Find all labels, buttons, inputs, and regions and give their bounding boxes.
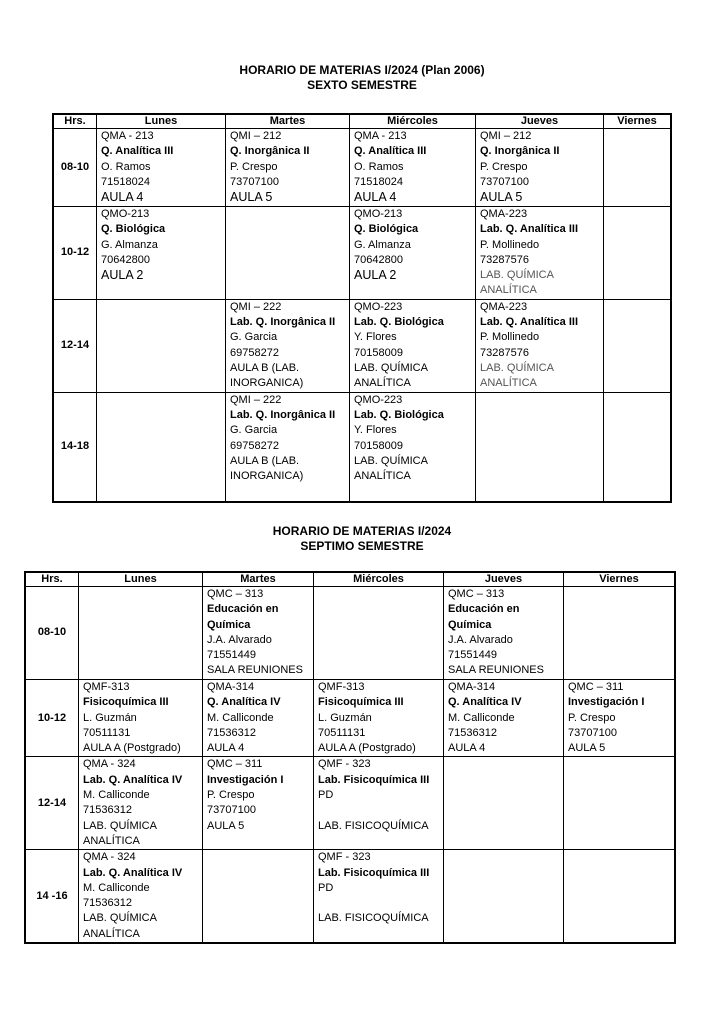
class-cell-martes	[203, 757, 314, 850]
course-detail: 71536312	[448, 726, 497, 739]
course-detail: 69758272	[230, 439, 279, 452]
course-detail: P. Mollinedo	[480, 331, 540, 344]
course-code: QMA-223	[480, 300, 528, 313]
course-detail: 69758272	[230, 346, 279, 359]
course-name: Lab. Q. Inorgânica II	[230, 316, 336, 329]
course-detail: SALA REUNIONES	[207, 664, 303, 677]
course-detail: M. Calliconde	[83, 789, 150, 802]
course-detail: Y. Flores	[354, 424, 397, 437]
course-code: QMC – 313	[448, 588, 505, 600]
course-detail: M. Calliconde	[207, 711, 274, 724]
course-name: Q. Inorgânica II	[230, 145, 310, 158]
hours-cell: 08-10	[54, 129, 97, 207]
course-name: Investigación I	[207, 773, 284, 786]
course-code: QMI – 222	[230, 393, 282, 406]
course-detail: M. Calliconde	[448, 711, 515, 724]
course-detail: 71551449	[207, 649, 256, 662]
class-cell-viernes	[564, 587, 675, 680]
course-code: QMC – 311	[568, 681, 624, 693]
course-detail: P. Mollinedo	[480, 238, 540, 251]
class-cell-jueves	[444, 757, 564, 850]
course-code: QMF-313	[83, 681, 130, 693]
course-detail: ANALÍTICA	[480, 284, 537, 297]
course-detail: M. Calliconde	[83, 881, 150, 894]
class-cell-martes	[226, 129, 350, 207]
course-name: Q. Analítica III	[101, 145, 174, 158]
schedule-row	[26, 850, 675, 943]
class-cell-martes	[226, 299, 350, 392]
course-detail	[318, 803, 443, 818]
course-detail: AULA B (LAB.	[230, 361, 300, 374]
course-code: QMA-314	[207, 681, 255, 693]
class-cell-lunes	[79, 587, 203, 680]
schedule-row	[26, 587, 675, 680]
course-code: QMF - 323	[318, 758, 371, 771]
class-cell-miercoles	[314, 587, 444, 680]
course-detail: 71536312	[83, 897, 132, 910]
course-detail: J.A. Alvarado	[448, 633, 513, 646]
course-detail: 70511131	[83, 726, 131, 739]
septimo-title	[0, 524, 724, 554]
course-detail: 70642800	[101, 253, 150, 266]
schedule-row	[26, 680, 675, 757]
class-cell-miercoles	[350, 207, 476, 300]
course-detail: L. Guzmán	[318, 711, 372, 724]
course-detail: AULA 5	[480, 190, 523, 205]
hours-cell: 08-10	[26, 587, 79, 680]
course-name: Lab. Q. Analítica III	[480, 316, 579, 329]
course-name: Q. Biológica	[101, 223, 166, 236]
course-name: Q. Analítica IV	[448, 696, 522, 709]
class-cell-jueves	[476, 207, 604, 300]
class-cell-lunes	[97, 392, 226, 501]
course-name: Lab. Fisicoquímica III	[318, 773, 430, 786]
course-code: QMA-314	[448, 681, 496, 693]
header-viernes: Viernes	[564, 573, 675, 587]
header-miercoles: Miércoles	[350, 115, 476, 129]
course-detail: LAB. FISICOQUÍMICA	[318, 819, 429, 832]
course-code: QMF - 323	[318, 851, 371, 864]
class-cell-miercoles	[350, 129, 476, 207]
class-cell-viernes	[564, 850, 675, 943]
class-cell-martes	[203, 587, 314, 680]
course-detail: ANALÍTICA	[354, 470, 411, 483]
class-cell-lunes	[97, 207, 226, 300]
course-detail: P. Crespo	[480, 160, 528, 173]
header-miercoles: Miércoles	[314, 573, 444, 587]
header-hrs: Hrs.	[26, 573, 79, 587]
course-detail: AULA A (Postgrado)	[83, 742, 181, 755]
hours-cell: 10-12	[26, 680, 79, 757]
schedule-row	[54, 392, 671, 501]
septimo-schedule-table	[25, 572, 675, 943]
schedule-row	[54, 207, 671, 300]
course-detail: O. Ramos	[101, 160, 151, 173]
class-cell-jueves	[444, 680, 564, 757]
course-detail: 70158009	[354, 439, 403, 452]
header-jueves: Jueves	[476, 115, 604, 129]
sexto-header-row	[54, 115, 671, 129]
header-lunes: Lunes	[79, 573, 203, 587]
course-detail: G. Garcia	[230, 331, 278, 344]
course-detail: ANALÍTICA	[83, 834, 140, 847]
course-code: QMO-223	[354, 300, 403, 313]
hours-cell: 12-14	[54, 299, 97, 392]
schedule-row	[54, 129, 671, 207]
course-name: Q. Biológica	[354, 223, 419, 236]
class-cell-jueves	[476, 129, 604, 207]
sexto-title-line2: SEXTO SEMESTRE	[307, 78, 417, 92]
class-cell-miercoles	[350, 299, 476, 392]
course-detail: 71551449	[448, 649, 497, 662]
class-cell-miercoles	[314, 850, 444, 943]
course-name: Q. Analítica III	[354, 145, 427, 158]
class-cell-viernes	[564, 757, 675, 850]
class-cell-jueves	[444, 850, 564, 943]
course-detail: 73707100	[568, 726, 617, 739]
course-detail: P. Crespo	[207, 789, 255, 802]
schedule-row	[26, 757, 675, 850]
course-detail: INORGANICA)	[230, 470, 304, 483]
course-code: QMA - 213	[354, 130, 407, 142]
course-name: Educación en	[448, 603, 520, 616]
course-detail: ANALÍTICA	[354, 377, 411, 390]
course-detail: ANALÍTICA	[480, 377, 537, 390]
header-lunes: Lunes	[97, 115, 226, 129]
course-detail: P. Crespo	[568, 711, 616, 724]
course-detail: 70511131	[318, 726, 366, 739]
header-hrs: Hrs.	[54, 115, 97, 129]
course-detail: 71536312	[83, 804, 132, 817]
course-name: Fisicoquímica III	[318, 696, 404, 709]
course-name: Lab. Q. Biológica	[354, 409, 444, 422]
course-detail: AULA 2	[101, 268, 144, 283]
course-code: QMA - 213	[101, 130, 154, 142]
course-detail: SALA REUNIONES	[448, 664, 544, 677]
course-code: QMA - 324	[83, 851, 136, 864]
course-name: Fisicoquímica III	[83, 696, 169, 709]
course-name: Lab. Q. Biológica	[354, 316, 444, 329]
course-detail: PD	[318, 881, 334, 894]
course-detail: 71536312	[207, 726, 256, 739]
course-detail: L. Guzmán	[83, 711, 137, 724]
class-cell-jueves	[444, 587, 564, 680]
sexto-schedule-table	[53, 114, 671, 502]
course-detail: 70642800	[354, 253, 403, 266]
header-viernes: Viernes	[604, 115, 671, 129]
class-cell-miercoles	[314, 680, 444, 757]
course-code: QMC – 311	[207, 758, 263, 771]
course-detail: LAB. FISICOQUÍMICA	[318, 912, 429, 925]
class-cell-miercoles	[314, 757, 444, 850]
course-code: QMI – 212	[480, 130, 532, 142]
class-cell-martes	[226, 392, 350, 501]
course-name: Investigación I	[568, 696, 645, 709]
course-detail: LAB. QUÍMICA	[480, 269, 554, 282]
sexto-title	[0, 63, 724, 93]
class-cell-viernes	[604, 299, 671, 392]
course-detail: P. Crespo	[230, 160, 278, 173]
course-detail: G. Almanza	[101, 238, 158, 251]
septimo-header-row	[26, 573, 675, 587]
course-detail: 73707100	[230, 175, 279, 188]
course-detail: AULA 4	[448, 742, 486, 755]
hours-cell: 12-14	[26, 757, 79, 850]
course-detail: 70158009	[354, 346, 403, 359]
septimo-title-line1: HORARIO DE MATERIAS I/2024	[272, 524, 452, 538]
course-detail: 73287576	[480, 253, 529, 266]
course-name: Q. Analítica IV	[207, 696, 281, 709]
header-jueves: Jueves	[444, 573, 564, 587]
hours-cell: 14 -16	[26, 850, 79, 943]
hours-cell: 10-12	[54, 207, 97, 300]
course-name: Lab. Fisicoquímica III	[318, 866, 430, 879]
course-code: QMC – 313	[207, 588, 264, 600]
course-detail: LAB. QUÍMICA	[354, 454, 428, 467]
course-name: Lab. Q. Analítica IV	[83, 773, 183, 786]
class-cell-martes	[203, 680, 314, 757]
course-detail: Química	[207, 618, 251, 631]
course-code: QMO-223	[354, 393, 403, 406]
class-cell-lunes	[79, 850, 203, 943]
hours-cell: 14-18	[54, 392, 97, 501]
class-cell-martes	[226, 207, 350, 300]
class-cell-lunes	[97, 129, 226, 207]
course-detail: G. Garcia	[230, 424, 278, 437]
course-detail: AULA A (Postgrado)	[318, 742, 416, 755]
class-cell-lunes	[79, 680, 203, 757]
course-detail: AULA 2	[354, 268, 397, 283]
course-code: QMA-223	[480, 208, 528, 220]
course-detail: Química	[448, 618, 492, 631]
course-code: QMA - 324	[83, 758, 136, 771]
class-cell-viernes	[564, 680, 675, 757]
course-code: QMO-213	[101, 208, 150, 220]
class-cell-viernes	[604, 392, 671, 501]
course-detail: O. Ramos	[354, 160, 404, 173]
course-detail: LAB. QUÍMICA	[83, 819, 157, 832]
course-name: Lab. Q. Inorgânica II	[230, 409, 336, 422]
course-detail: G. Almanza	[354, 238, 411, 251]
class-cell-miercoles	[350, 392, 476, 501]
course-detail: PD	[318, 789, 334, 802]
course-name: Lab. Q. Analítica III	[480, 223, 579, 236]
course-detail: AULA 4	[354, 190, 397, 205]
class-cell-lunes	[79, 757, 203, 850]
schedule-row	[54, 299, 671, 392]
course-detail: J.A. Alvarado	[207, 633, 272, 646]
sexto-title-line1: HORARIO DE MATERIAS I/2024 (Plan 2006)	[239, 63, 485, 77]
class-cell-jueves	[476, 392, 604, 501]
course-detail: AULA 5	[568, 742, 606, 755]
header-martes: Martes	[203, 573, 314, 587]
class-cell-viernes	[604, 207, 671, 300]
class-cell-lunes	[97, 299, 226, 392]
course-detail: 71518024	[101, 175, 150, 188]
septimo-title-line2: SEPTIMO SEMESTRE	[300, 539, 424, 553]
course-detail: 71518024	[354, 175, 403, 188]
header-martes: Martes	[226, 115, 350, 129]
class-cell-martes	[203, 850, 314, 943]
course-name: Q. Inorgânica II	[480, 145, 560, 158]
course-detail: LAB. QUÍMICA	[354, 361, 428, 374]
course-detail: ANALÍTICA	[83, 927, 140, 940]
course-detail: LAB. QUÍMICA	[480, 361, 554, 374]
course-detail: AULA 5	[207, 819, 245, 832]
course-detail: AULA 4	[101, 190, 144, 205]
course-code: QMO-213	[354, 208, 403, 220]
course-name: Lab. Q. Analítica IV	[83, 866, 183, 879]
course-detail: Y. Flores	[354, 331, 397, 344]
course-name: Educación en	[207, 603, 279, 616]
class-cell-viernes	[604, 129, 671, 207]
course-detail: LAB. QUÍMICA	[83, 912, 157, 925]
course-detail: AULA 4	[207, 742, 245, 755]
course-detail: INORGANICA)	[230, 377, 304, 390]
course-detail: AULA B (LAB.	[230, 454, 300, 467]
course-detail: 73707100	[480, 175, 529, 188]
course-code: QMI – 212	[230, 130, 282, 142]
course-detail: 73707100	[207, 804, 256, 817]
course-code: QMF-313	[318, 681, 365, 693]
course-detail: 73287576	[480, 346, 529, 359]
course-code: QMI – 222	[230, 300, 282, 313]
course-detail	[318, 896, 443, 911]
class-cell-jueves	[476, 299, 604, 392]
course-detail: AULA 5	[230, 190, 273, 205]
